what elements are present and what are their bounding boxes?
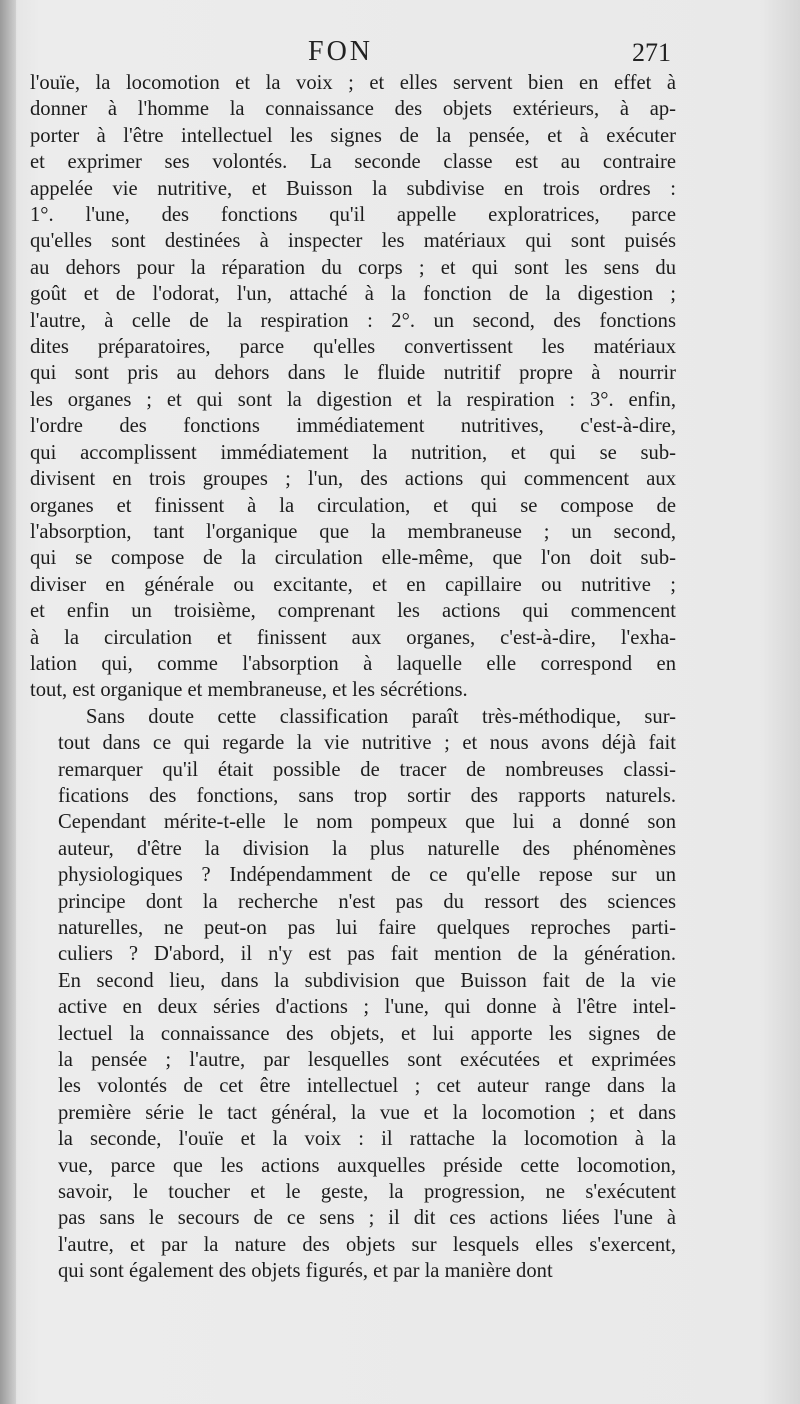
text-line: pas sans le secours de ce sens ; il dit ces actions liées l'une à	[58, 1207, 676, 1230]
text-line: divisent en trois groupes ; l'un, des actions qui commencent aux	[30, 468, 676, 491]
binding-gutter	[0, 0, 16, 1404]
text-line: les organes ; et qui sont la digestion et la respiration : 3°. enfin,	[30, 388, 676, 411]
text-line: dites préparatoires, parce qu'elles convertissent les matériaux	[30, 336, 676, 359]
text-line: organes et finissent à la circulation, et qui se compose de	[30, 494, 676, 517]
text-line: lectuel la connaissance des objets, et lui apporte les signes de	[58, 1022, 676, 1045]
text-line: auteur, d'être la division la plus naturelle des phénomènes	[58, 837, 676, 860]
text-line: remarquer qu'il était possible de tracer de nombreuses classi-	[58, 758, 676, 781]
text-line: l'autre, et par la nature des objets sur lesquels elles s'exercent,	[58, 1233, 676, 1256]
text-line: tout dans ce qui regarde la vie nutritive ; et nous avons déjà fait	[58, 732, 676, 755]
text-line: vue, parce que les actions auxquelles préside cette locomotion,	[58, 1154, 676, 1177]
text-line: l'ordre des fonctions immédiatement nutritives, c'est-à-dire,	[30, 415, 676, 438]
text-line: fications des fonctions, sans trop sortir des rapports naturels.	[58, 784, 676, 807]
page-number: 271	[632, 38, 671, 67]
text-line: donner à l'homme la connaissance des objets extérieurs, à ap-	[30, 98, 676, 121]
text-line: lation qui, comme l'absorption à laquelle elle correspond en	[30, 652, 676, 675]
text-line: tout, est organique et membraneuse, et les sécrétions.	[30, 679, 468, 702]
text-line: Cependant mérite-t-elle le nom pompeux que lui a donné son	[58, 811, 676, 834]
text-line: l'ouïe, la locomotion et la voix ; et elles servent bien en effet à	[30, 72, 676, 94]
text-line: au dehors pour la réparation du corps ; et qui sont les sens du	[30, 256, 676, 279]
text-line: la pensée ; l'autre, par lesquelles sont exécutées et exprimées	[58, 1049, 676, 1072]
text-line: la seconde, l'ouïe et la voix : il rattache la locomotion à la	[58, 1128, 676, 1151]
text-line: naturelles, ne peut-on pas lui faire quelques reproches parti-	[58, 917, 676, 939]
text-line: qui sont également des objets figurés, et par la manière dont	[58, 1260, 553, 1283]
text-line: 1°. l'une, des fonctions qu'il appelle exploratrices, parce	[30, 204, 676, 227]
text-line: principe dont la recherche n'est pas du ressort des sciences	[58, 890, 676, 913]
paragraph	[30, 704, 676, 1285]
text-line: porter à l'être intellectuel les signes de la pensée, et à exécuter	[30, 124, 676, 147]
running-head: FON	[308, 36, 374, 67]
text-line: physiologiques ? Indépendamment de ce qu'elle repose sur un	[58, 864, 676, 887]
text-line: savoir, le toucher et le geste, la progression, ne s'exécutent	[58, 1181, 676, 1204]
text-line: goût et de l'odorat, l'un, attaché à la fonction de la digestion ;	[30, 283, 676, 306]
text-line: et enfin un troisième, comprenant les actions qui commencent	[30, 600, 676, 623]
text-line: l'absorption, tant l'organique que la membraneuse ; un second,	[30, 520, 676, 543]
text-line: première série le tact général, la vue et la locomotion ; et dans	[58, 1101, 676, 1124]
text-line: qui se compose de la circulation elle-même, que l'on doit sub-	[30, 547, 676, 570]
body-text	[30, 70, 676, 1285]
text-line: culiers ? D'abord, il n'y est pas fait mention de la génération.	[58, 943, 676, 966]
text-line: appelée vie nutritive, et Buisson la subdivise en trois ordres :	[30, 177, 676, 200]
text-line: En second lieu, dans la subdivision que Buisson fait de la vie	[58, 969, 676, 992]
page-header	[0, 36, 800, 70]
text-line: et exprimer ses volontés. La seconde classe est au contraire	[30, 151, 676, 174]
text-line: l'autre, à celle de la respiration : 2°. un second, des fonctions	[30, 309, 676, 332]
text-line: à la circulation et finissent aux organes, c'est-à-dire, l'exha-	[30, 626, 676, 649]
text-line: qu'elles sont destinées à inspecter les matériaux qui sont puisés	[30, 230, 676, 253]
text-line: qui accomplissent immédiatement la nutrition, et qui se sub-	[30, 441, 676, 464]
paragraph	[30, 70, 676, 704]
text-line: diviser en générale ou excitante, et en capillaire ou nutritive ;	[30, 573, 676, 596]
text-line: les volontés de cet être intellectuel ; cet auteur range dans la	[58, 1075, 676, 1098]
text-line: qui sont pris au dehors dans le fluide nutritif propre à nourrir	[30, 362, 676, 385]
text-line: active en deux séries d'actions ; l'une, qui donne à l'être intel-	[58, 996, 676, 1019]
text-line: Sans doute cette classification paraît très-méthodique, sur-	[86, 705, 676, 728]
